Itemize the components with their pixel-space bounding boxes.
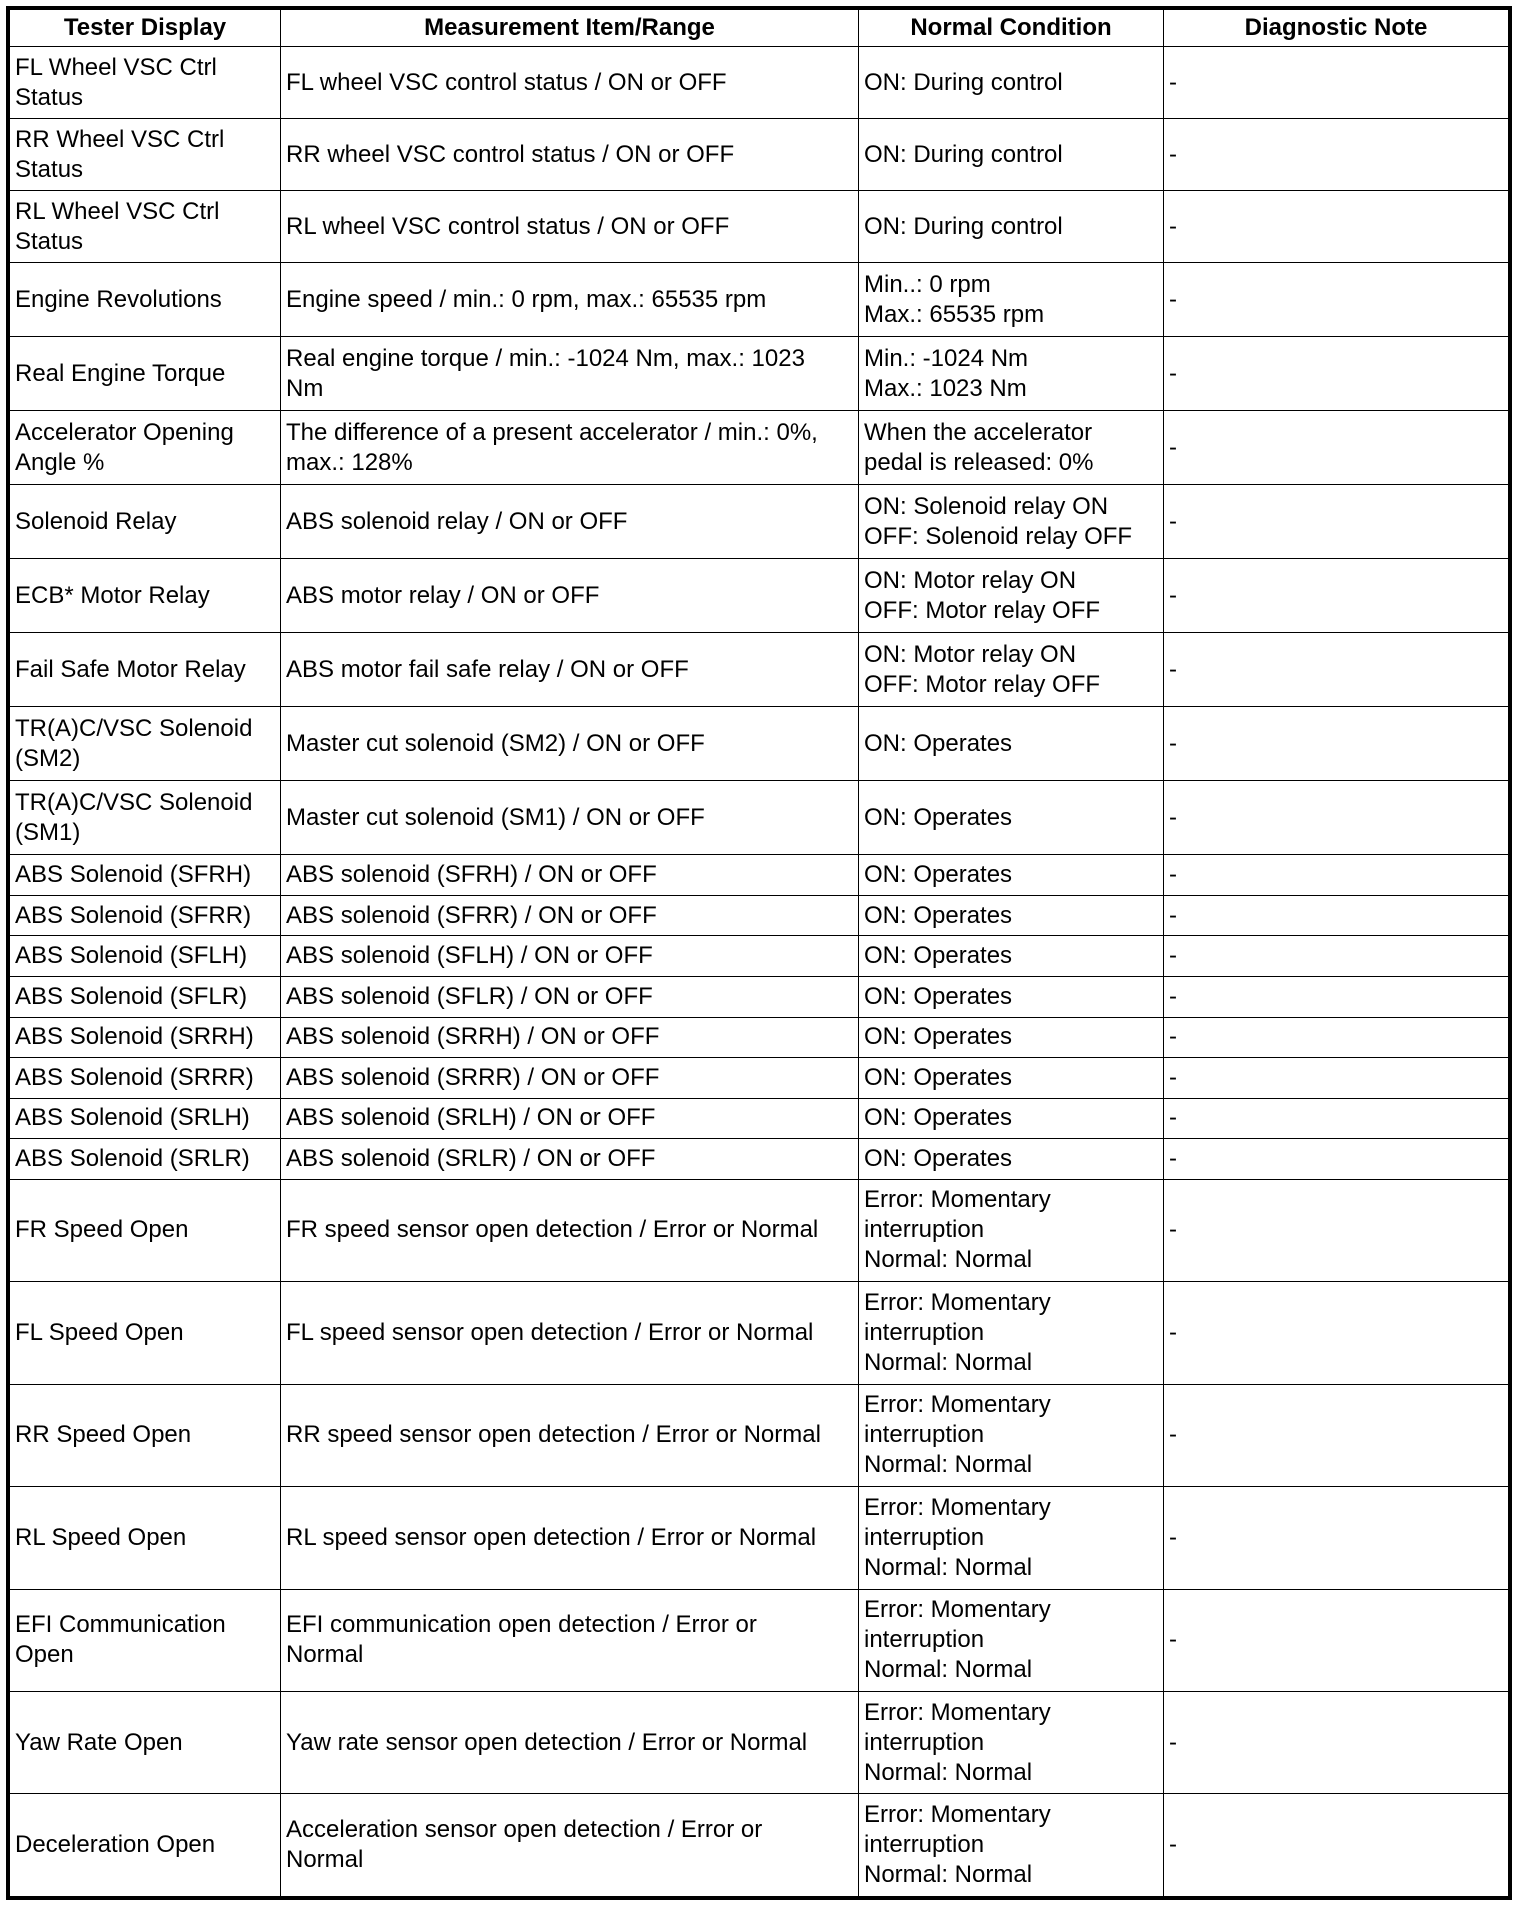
normal-condition-cell: ON: Operates xyxy=(859,1058,1164,1099)
header-diagnostic-note: Diagnostic Note xyxy=(1164,10,1509,47)
table-row xyxy=(10,1691,1509,1793)
table-row xyxy=(10,855,1509,896)
table-row xyxy=(10,1017,1509,1058)
tester-display-cell: RL Speed Open xyxy=(10,1487,281,1589)
table-row xyxy=(10,191,1509,263)
normal-condition-cell: ON: Operates xyxy=(859,895,1164,936)
diagnostic-note-cell: - xyxy=(1164,47,1509,119)
normal-condition-cell: Error: Momentary interruption Normal: Normal xyxy=(859,1794,1164,1897)
diagnostic-note-cell: - xyxy=(1164,707,1509,781)
measurement-range-cell: Acceleration sensor open detection / Error or Normal xyxy=(281,1794,859,1897)
normal-condition-cell: ON: Operates xyxy=(859,855,1164,896)
diagnostic-note-cell: - xyxy=(1164,1098,1509,1139)
measurement-range-cell: ABS motor fail safe relay / ON or OFF xyxy=(281,633,859,707)
diagnostic-note-cell: - xyxy=(1164,936,1509,977)
normal-condition-cell: ON: Operates xyxy=(859,976,1164,1017)
table-row xyxy=(10,559,1509,633)
tester-display-cell: Yaw Rate Open xyxy=(10,1691,281,1793)
measurement-range-cell: ABS solenoid (SFRH) / ON or OFF xyxy=(281,855,859,896)
measurement-range-cell: FR speed sensor open detection / Error or Normal xyxy=(281,1179,859,1281)
tester-display-cell: ABS Solenoid (SRRR) xyxy=(10,1058,281,1099)
measurement-range-cell: ABS solenoid (SFLH) / ON or OFF xyxy=(281,936,859,977)
table-row xyxy=(10,1487,1509,1589)
normal-condition-cell: ON: Operates xyxy=(859,1098,1164,1139)
tester-display-cell: RR Wheel VSC Ctrl Status xyxy=(10,119,281,191)
measurement-range-cell: RR wheel VSC control status / ON or OFF xyxy=(281,119,859,191)
measurement-range-cell: FL wheel VSC control status / ON or OFF xyxy=(281,47,859,119)
diagnostic-note-cell: - xyxy=(1164,1282,1509,1384)
tester-display-cell: ABS Solenoid (SRRH) xyxy=(10,1017,281,1058)
normal-condition-cell: Error: Momentary interruption Normal: Normal xyxy=(859,1589,1164,1691)
normal-condition-cell: ON: Operates xyxy=(859,936,1164,977)
diagnostic-note-cell: - xyxy=(1164,781,1509,855)
tester-display-cell: ABS Solenoid (SFRH) xyxy=(10,855,281,896)
normal-condition-cell: ON: Motor relay ON OFF: Motor relay OFF xyxy=(859,559,1164,633)
table-row xyxy=(10,1384,1509,1486)
diagnostic-note-cell: - xyxy=(1164,1589,1509,1691)
measurement-range-cell: ABS solenoid relay / ON or OFF xyxy=(281,485,859,559)
tester-display-cell: RL Wheel VSC Ctrl Status xyxy=(10,191,281,263)
diagnostic-note-cell: - xyxy=(1164,976,1509,1017)
tester-display-cell: TR(A)C/VSC Solenoid (SM1) xyxy=(10,781,281,855)
diagnostic-note-cell: - xyxy=(1164,633,1509,707)
measurement-range-cell: Engine speed / min.: 0 rpm, max.: 65535 rpm xyxy=(281,263,859,337)
diagnostic-note-cell: - xyxy=(1164,119,1509,191)
table-row xyxy=(10,263,1509,337)
normal-condition-cell: Error: Momentary interruption Normal: Normal xyxy=(859,1179,1164,1281)
diagnostic-note-cell: - xyxy=(1164,1058,1509,1099)
tester-display-cell: ABS Solenoid (SRLH) xyxy=(10,1098,281,1139)
normal-condition-cell: ON: Operates xyxy=(859,1017,1164,1058)
measurement-range-cell: EFI communication open detection / Error or Normal xyxy=(281,1589,859,1691)
header-tester-display: Tester Display xyxy=(10,10,281,47)
diagnostic-note-cell: - xyxy=(1164,411,1509,485)
measurement-range-cell: Real engine torque / min.: -1024 Nm, max.: 1023 Nm xyxy=(281,337,859,411)
measurement-range-cell: The difference of a present accelerator / min.: 0%, max.: 128% xyxy=(281,411,859,485)
tester-display-cell: FL Wheel VSC Ctrl Status xyxy=(10,47,281,119)
normal-condition-cell: ON: Operates xyxy=(859,781,1164,855)
data-list-table xyxy=(9,9,1509,1897)
measurement-range-cell: RL speed sensor open detection / Error or Normal xyxy=(281,1487,859,1589)
tester-display-cell: EFI Communication Open xyxy=(10,1589,281,1691)
normal-condition-cell: When the accelerator pedal is released: 0% xyxy=(859,411,1164,485)
diagnostic-note-cell: - xyxy=(1164,1487,1509,1589)
header-normal-condition: Normal Condition xyxy=(859,10,1164,47)
table-row xyxy=(10,1282,1509,1384)
normal-condition-cell: Error: Momentary interruption Normal: Normal xyxy=(859,1384,1164,1486)
tester-display-cell: Deceleration Open xyxy=(10,1794,281,1897)
tester-display-cell: FL Speed Open xyxy=(10,1282,281,1384)
table-row xyxy=(10,337,1509,411)
table-row xyxy=(10,895,1509,936)
tester-display-cell: ECB* Motor Relay xyxy=(10,559,281,633)
tester-display-cell: FR Speed Open xyxy=(10,1179,281,1281)
table-row xyxy=(10,1139,1509,1180)
normal-condition-cell: Error: Momentary interruption Normal: Normal xyxy=(859,1487,1164,1589)
tester-display-cell: TR(A)C/VSC Solenoid (SM2) xyxy=(10,707,281,781)
table-row xyxy=(10,976,1509,1017)
normal-condition-cell: ON: Motor relay ON OFF: Motor relay OFF xyxy=(859,633,1164,707)
measurement-range-cell: Yaw rate sensor open detection / Error or Normal xyxy=(281,1691,859,1793)
table-row xyxy=(10,119,1509,191)
diagnostic-note-cell: - xyxy=(1164,559,1509,633)
diagnostic-note-cell: - xyxy=(1164,337,1509,411)
diagnostic-note-cell: - xyxy=(1164,1691,1509,1793)
normal-condition-cell: ON: During control xyxy=(859,119,1164,191)
diagnostic-note-cell: - xyxy=(1164,855,1509,896)
normal-condition-cell: ON: Operates xyxy=(859,1139,1164,1180)
normal-condition-cell: ON: Solenoid relay ON OFF: Solenoid relay OFF xyxy=(859,485,1164,559)
table-row xyxy=(10,1794,1509,1897)
tester-display-cell: ABS Solenoid (SRLR) xyxy=(10,1139,281,1180)
measurement-range-cell: FL speed sensor open detection / Error or Normal xyxy=(281,1282,859,1384)
diagnostic-note-cell: - xyxy=(1164,1794,1509,1897)
normal-condition-cell: ON: During control xyxy=(859,47,1164,119)
normal-condition-cell: Min..: 0 rpm Max.: 65535 rpm xyxy=(859,263,1164,337)
measurement-range-cell: ABS solenoid (SRRR) / ON or OFF xyxy=(281,1058,859,1099)
measurement-range-cell: RR speed sensor open detection / Error or Normal xyxy=(281,1384,859,1486)
measurement-range-cell: ABS solenoid (SRLH) / ON or OFF xyxy=(281,1098,859,1139)
table-row xyxy=(10,411,1509,485)
measurement-range-cell: Master cut solenoid (SM2) / ON or OFF xyxy=(281,707,859,781)
table-row xyxy=(10,781,1509,855)
table-row xyxy=(10,707,1509,781)
measurement-range-cell: ABS solenoid (SFRR) / ON or OFF xyxy=(281,895,859,936)
table-row xyxy=(10,47,1509,119)
measurement-range-cell: ABS solenoid (SFLR) / ON or OFF xyxy=(281,976,859,1017)
diagnostic-note-cell: - xyxy=(1164,1179,1509,1281)
measurement-range-cell: Master cut solenoid (SM1) / ON or OFF xyxy=(281,781,859,855)
measurement-range-cell: ABS solenoid (SRRH) / ON or OFF xyxy=(281,1017,859,1058)
tester-display-cell: Solenoid Relay xyxy=(10,485,281,559)
measurement-range-cell: ABS solenoid (SRLR) / ON or OFF xyxy=(281,1139,859,1180)
tester-display-cell: Real Engine Torque xyxy=(10,337,281,411)
tester-display-cell: ABS Solenoid (SFLR) xyxy=(10,976,281,1017)
diagnostic-note-cell: - xyxy=(1164,1384,1509,1486)
table-row xyxy=(10,1058,1509,1099)
measurement-range-cell: ABS motor relay / ON or OFF xyxy=(281,559,859,633)
normal-condition-cell: ON: Operates xyxy=(859,707,1164,781)
diagnostic-note-cell: - xyxy=(1164,263,1509,337)
table-row xyxy=(10,1589,1509,1691)
table-row xyxy=(10,1179,1509,1281)
normal-condition-cell: Min.: -1024 Nm Max.: 1023 Nm xyxy=(859,337,1164,411)
normal-condition-cell: Error: Momentary interruption Normal: Normal xyxy=(859,1691,1164,1793)
table-row xyxy=(10,633,1509,707)
diagnostic-note-cell: - xyxy=(1164,1139,1509,1180)
tester-display-cell: ABS Solenoid (SFLH) xyxy=(10,936,281,977)
header-row xyxy=(10,10,1509,47)
tester-display-cell: RR Speed Open xyxy=(10,1384,281,1486)
diagnostic-note-cell: - xyxy=(1164,191,1509,263)
table-row xyxy=(10,1098,1509,1139)
data-list-table-frame xyxy=(6,6,1512,1900)
normal-condition-cell: ON: During control xyxy=(859,191,1164,263)
tester-display-cell: Engine Revolutions xyxy=(10,263,281,337)
diagnostic-note-cell: - xyxy=(1164,485,1509,559)
diagnostic-note-cell: - xyxy=(1164,895,1509,936)
tester-display-cell: Accelerator Opening Angle % xyxy=(10,411,281,485)
diagnostic-note-cell: - xyxy=(1164,1017,1509,1058)
tester-display-cell: ABS Solenoid (SFRR) xyxy=(10,895,281,936)
tester-display-cell: Fail Safe Motor Relay xyxy=(10,633,281,707)
normal-condition-cell: Error: Momentary interruption Normal: Normal xyxy=(859,1282,1164,1384)
measurement-range-cell: RL wheel VSC control status / ON or OFF xyxy=(281,191,859,263)
header-measurement-item: Measurement Item/Range xyxy=(281,10,859,47)
table-row xyxy=(10,485,1509,559)
table-row xyxy=(10,936,1509,977)
